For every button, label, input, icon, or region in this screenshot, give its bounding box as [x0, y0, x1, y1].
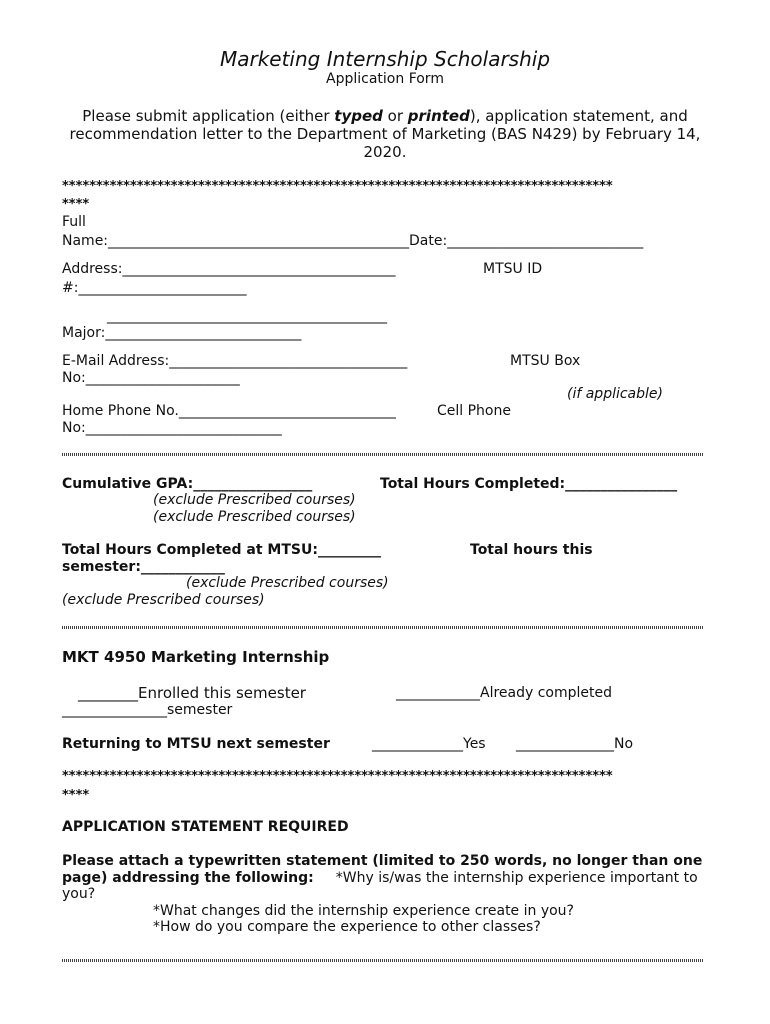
completed-option[interactable]: ____________Already completed	[396, 685, 613, 701]
exclude-note: (exclude Prescribed courses)	[62, 592, 265, 608]
mtsu-box-field[interactable]: No:______________________	[62, 370, 240, 386]
address-field[interactable]: Address:_______________________________________	[62, 261, 396, 277]
cell-phone-field[interactable]: No:____________________________	[62, 420, 282, 436]
statement-question-2: *What changes did the internship experience create in you?	[153, 903, 574, 919]
semester-hours-field[interactable]: semester:____________	[62, 559, 225, 575]
statement-line-3: you?	[62, 886, 96, 902]
intro-text-a: Please submit application (either	[82, 107, 335, 125]
statement-question-3: *How do you compare the experience to other classes?	[153, 919, 541, 935]
star-separator: *********************************************************************************	[62, 769, 613, 784]
intro-line-3: 2020.	[363, 143, 407, 161]
statement-line-1: Please attach a typewritten statement (limited to 250 words, no longer than one	[62, 853, 703, 869]
intro-text-b: ), application statement, and	[469, 107, 688, 125]
intro-line-1	[0, 107, 770, 125]
home-phone-field[interactable]: Home Phone No._______________________________	[62, 403, 396, 419]
star-separator-tail: ****	[62, 197, 90, 212]
exclude-note: (exclude Prescribed courses)	[186, 575, 389, 591]
divider	[62, 626, 704, 629]
statement-line-2-bold: page) addressing the following:	[62, 870, 314, 886]
statement-heading: APPLICATION STATEMENT REQUIRED	[62, 819, 349, 835]
internship-heading: MKT 4950 Marketing Internship	[62, 648, 330, 666]
name-date-field[interactable]: Name:___________________________________________Date:____________________________	[62, 233, 644, 249]
gpa-field[interactable]: Cumulative GPA:_________________	[62, 476, 313, 492]
cell-phone-label: Cell Phone	[437, 403, 511, 419]
divider	[62, 453, 704, 456]
intro-line-2: recommendation letter to the Department of Marketing (BAS N429) by February 14,	[69, 125, 701, 143]
star-separator-tail: ****	[62, 788, 90, 803]
mtsu-id-field[interactable]: #:________________________	[62, 280, 247, 296]
statement-line-2	[62, 870, 698, 886]
intro-or: or	[382, 107, 408, 125]
returning-no-option[interactable]: ______________No	[516, 736, 634, 752]
returning-yes-option[interactable]: _____________Yes	[372, 736, 486, 752]
semester-field[interactable]: _______________semester	[62, 702, 233, 718]
email-field[interactable]: E-Mail Address:__________________________________	[62, 353, 408, 369]
star-separator: *********************************************************************************	[62, 179, 613, 194]
if-applicable-note: (if applicable)	[567, 386, 663, 402]
total-hours-field[interactable]: Total Hours Completed:________________	[380, 476, 678, 492]
full-label: Full	[62, 214, 86, 230]
intro-printed: printed	[407, 107, 470, 125]
form-title: Marketing Internship Scholarship	[219, 47, 551, 71]
form-subtitle: Application Form	[326, 71, 444, 87]
semester-hours-label: Total hours this	[470, 542, 593, 558]
mtsu-box-label: MTSU Box	[510, 353, 581, 369]
statement-question-1: *Why is/was the internship experience important to	[335, 870, 698, 886]
exclude-note: (exclude Prescribed courses)	[153, 509, 356, 525]
mtsu-hours-field[interactable]: Total Hours Completed at MTSU:_________	[62, 542, 381, 558]
address-line-2-field[interactable]: ________________________________________	[107, 308, 387, 324]
intro-typed: typed	[334, 107, 383, 125]
exclude-note: (exclude Prescribed courses)	[153, 492, 356, 508]
mtsu-id-label: MTSU ID	[483, 261, 543, 277]
major-field[interactable]: Major:____________________________	[62, 325, 302, 341]
returning-label: Returning to MTSU next semester	[62, 736, 330, 752]
enrolled-option[interactable]: ________Enrolled this semester	[78, 684, 306, 702]
divider	[62, 959, 704, 962]
